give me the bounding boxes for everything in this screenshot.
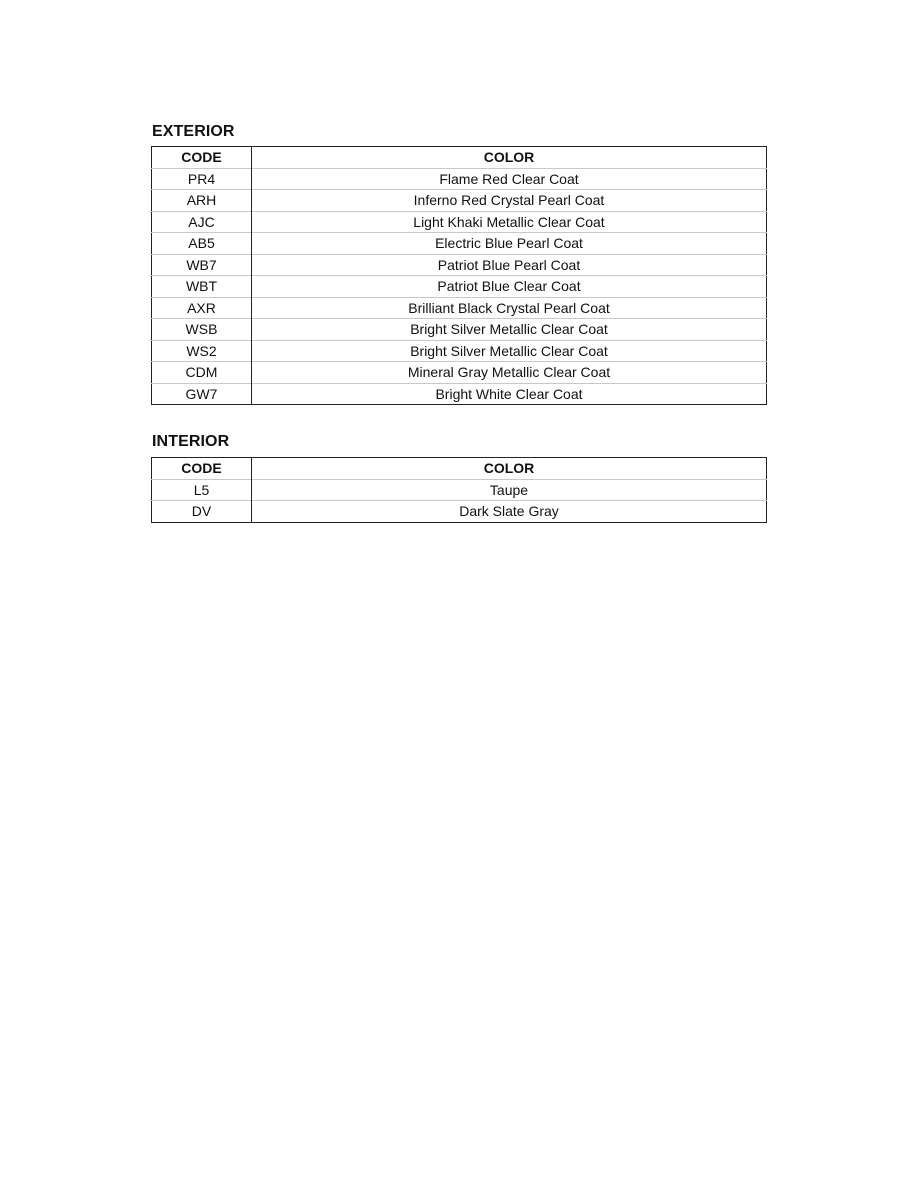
code-cell: WS2 bbox=[152, 340, 252, 362]
code-cell: AB5 bbox=[152, 233, 252, 255]
code-cell: L5 bbox=[152, 479, 252, 501]
table-row bbox=[152, 501, 767, 523]
color-cell: Brilliant Black Crystal Pearl Coat bbox=[252, 297, 767, 319]
table-header-row bbox=[152, 147, 767, 169]
color-cell: Bright Silver Metallic Clear Coat bbox=[252, 340, 767, 362]
table-row bbox=[152, 190, 767, 212]
table-row bbox=[152, 319, 767, 341]
color-cell: Dark Slate Gray bbox=[252, 501, 767, 523]
color-cell: Bright White Clear Coat bbox=[252, 383, 767, 405]
color-cell: Bright Silver Metallic Clear Coat bbox=[252, 319, 767, 341]
table-row bbox=[152, 276, 767, 298]
code-cell: WB7 bbox=[152, 254, 252, 276]
color-cell: Mineral Gray Metallic Clear Coat bbox=[252, 362, 767, 384]
color-cell: Flame Red Clear Coat bbox=[252, 168, 767, 190]
code-cell: AXR bbox=[152, 297, 252, 319]
table-row bbox=[152, 233, 767, 255]
table-row bbox=[152, 168, 767, 190]
color-cell: Light Khaki Metallic Clear Coat bbox=[252, 211, 767, 233]
table-row bbox=[152, 340, 767, 362]
table-row bbox=[152, 362, 767, 384]
code-cell: AJC bbox=[152, 211, 252, 233]
color-cell: Electric Blue Pearl Coat bbox=[252, 233, 767, 255]
color-cell: Inferno Red Crystal Pearl Coat bbox=[252, 190, 767, 212]
color-cell: Patriot Blue Pearl Coat bbox=[252, 254, 767, 276]
table-row bbox=[152, 297, 767, 319]
code-column-header: CODE bbox=[152, 147, 252, 169]
interior-color-table bbox=[151, 457, 767, 523]
code-cell: WBT bbox=[152, 276, 252, 298]
interior-section-title: INTERIOR bbox=[152, 433, 230, 450]
code-cell: DV bbox=[152, 501, 252, 523]
color-column-header: COLOR bbox=[483, 460, 535, 477]
code-cell: GW7 bbox=[152, 383, 252, 405]
code-cell: WSB bbox=[152, 319, 252, 341]
table-row bbox=[152, 211, 767, 233]
code-cell: PR4 bbox=[152, 168, 252, 190]
table-header-row bbox=[152, 458, 767, 480]
color-column-header: COLOR bbox=[483, 149, 535, 166]
table-row bbox=[152, 254, 767, 276]
color-cell: Taupe bbox=[252, 479, 767, 501]
exterior-section-title: EXTERIOR bbox=[152, 123, 235, 140]
code-column-header: CODE bbox=[152, 458, 252, 480]
table-row bbox=[152, 479, 767, 501]
code-cell: CDM bbox=[152, 362, 252, 384]
code-cell: ARH bbox=[152, 190, 252, 212]
exterior-color-table bbox=[151, 146, 767, 405]
color-cell: Patriot Blue Clear Coat bbox=[252, 276, 767, 298]
table-row bbox=[152, 383, 767, 405]
